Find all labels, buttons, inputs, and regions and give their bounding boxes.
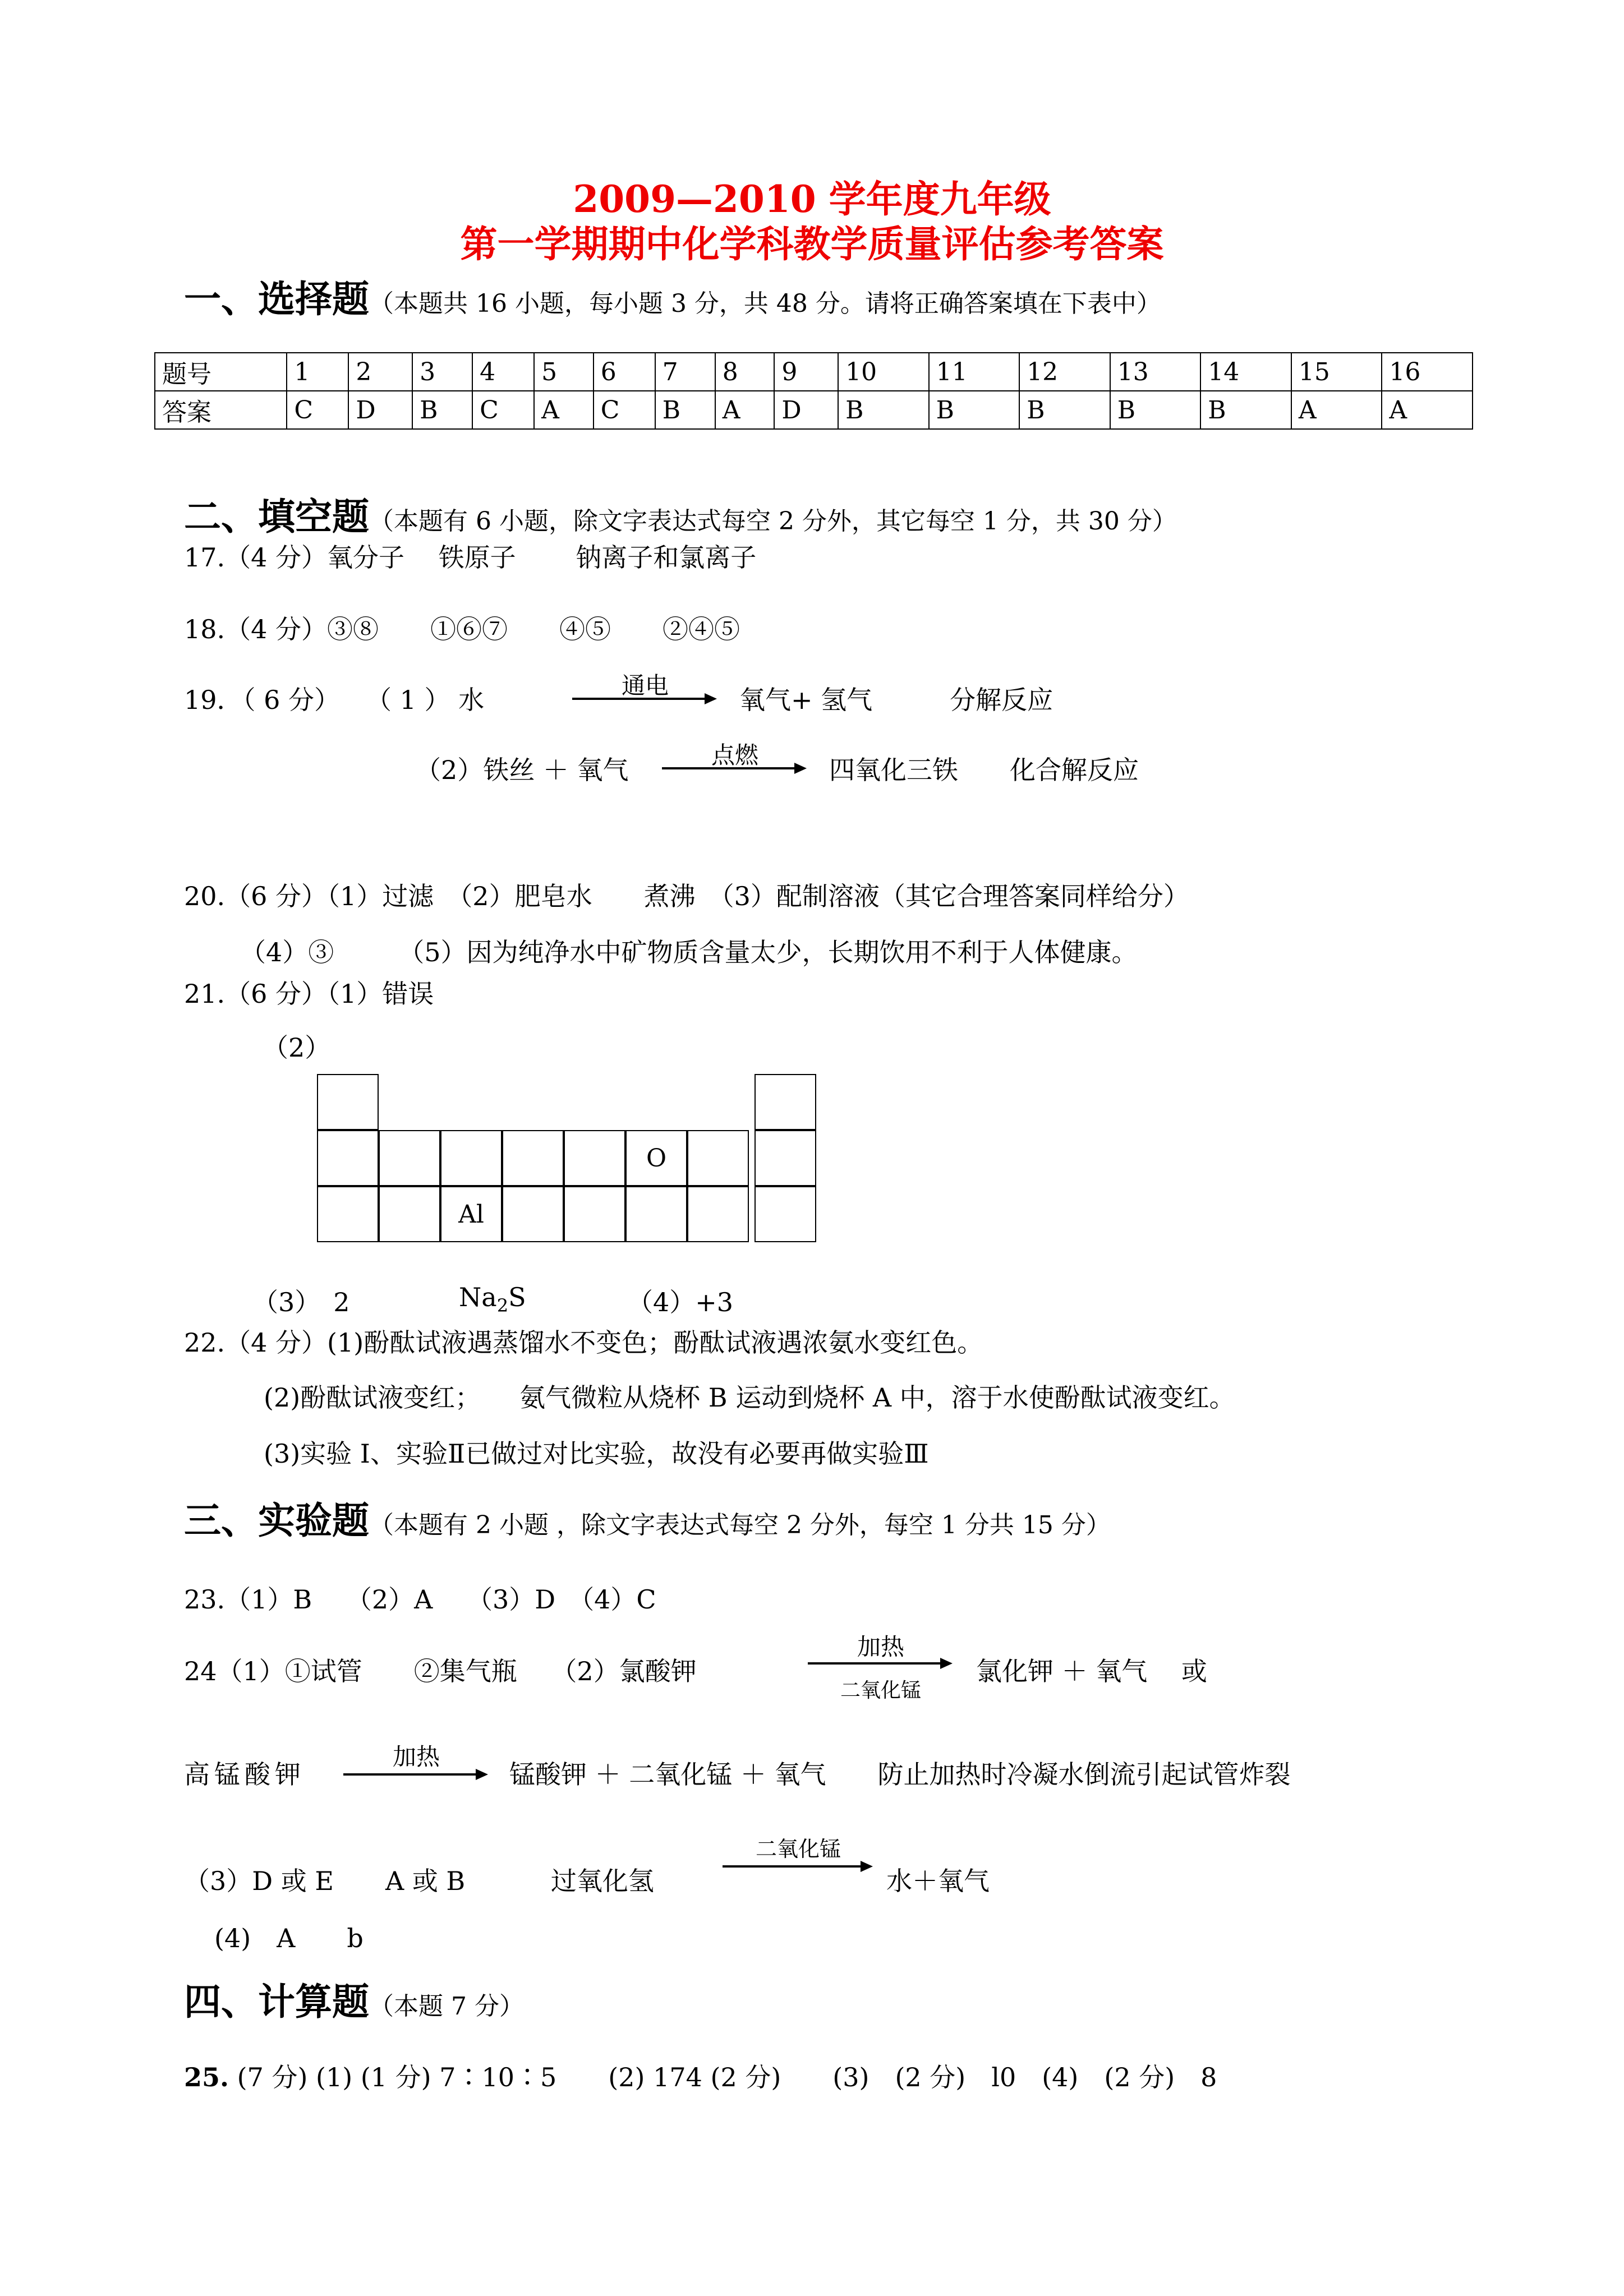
table-cell: B	[655, 391, 715, 429]
grid-cell	[755, 1186, 816, 1242]
q24-line-1-after: 氯化钾 ＋ 氧气 或	[976, 1656, 1207, 1686]
reaction-arrow	[343, 1739, 489, 1783]
section-1-heading	[184, 269, 1161, 322]
reaction-arrow	[723, 1832, 874, 1879]
q19-line-1-after: 氧气+ 氢气 分解反应	[739, 685, 1053, 715]
table-cell: B	[838, 391, 929, 429]
table-cell: 9	[774, 353, 838, 391]
arrow-label-bottom: 二氧化锰	[840, 1679, 921, 1702]
q22-line-2: (2)酚酞试液变红； 氨气微粒从烧杯 B 运动到烧杯 A 中，溶于水使酚酞试液变红。	[264, 1382, 1235, 1413]
section-note: （本题共 16 小题，每小题 3 分，共 48 分。请将正确答案填在下表中）	[369, 289, 1161, 318]
grid-cell	[755, 1074, 816, 1130]
section-3-heading	[184, 1491, 1111, 1544]
formula-base: Na	[459, 1282, 497, 1312]
reaction-arrow	[572, 667, 718, 707]
table-cell: 13	[1110, 353, 1201, 391]
arrow-label-top: 二氧化锰	[755, 1837, 841, 1861]
grid-cell	[625, 1186, 687, 1242]
grid-cell	[317, 1186, 379, 1242]
q19-line-1-prefix: 19．（ 6 分） （ 1 ） 水	[184, 685, 485, 715]
q24-line-3-after: 水＋氧气	[886, 1866, 990, 1896]
section-heading-text: 三、实验题	[184, 1499, 369, 1542]
table-cell: B	[1019, 391, 1110, 429]
grid-cell-aluminum: Al	[440, 1186, 502, 1242]
table-cell: 16	[1382, 353, 1473, 391]
table-cell: 5	[534, 353, 594, 391]
grid-cell	[564, 1130, 625, 1186]
arrow-label-top: 加热	[392, 1743, 440, 1771]
grid-cell	[379, 1186, 440, 1242]
table-cell: 4	[472, 353, 534, 391]
section-heading-text: 一、选择题	[184, 277, 369, 321]
q19-line-2-prefix: （2）铁丝 ＋ 氧气	[415, 755, 629, 785]
q24-line-2-after: 锰酸钾 ＋ 二氧化锰 ＋ 氧气 防止加热时冷凝水倒流引起试管炸裂	[509, 1759, 1291, 1790]
table-cell: D	[348, 391, 412, 429]
q21-line-3-a: （3） 2	[252, 1287, 350, 1317]
reaction-arrow	[662, 737, 808, 776]
grid-cell	[317, 1074, 379, 1130]
grid-cell	[317, 1130, 379, 1186]
table-cell: C	[472, 391, 534, 429]
table-cell: B	[929, 391, 1020, 429]
q17: 17.（4 分）氧分子 铁原子 钠离子和氯离子	[184, 542, 757, 573]
q25-text: (7 分) (1) (1 分) 7∶10∶5 (2) 174 (2 分) (3) (2 分) l0 (4) (2 分) 8	[229, 2062, 1217, 2092]
table-cell: A	[534, 391, 594, 429]
arrow-icon	[723, 1832, 874, 1879]
table-cell: 14	[1200, 353, 1291, 391]
q24-line-3-prefix: （3）D 或 E A 或 B 过氧化氢	[184, 1866, 654, 1896]
table-cell: 15	[1291, 353, 1382, 391]
table-row-answers	[155, 391, 1473, 429]
arrow-label-top: 点燃	[711, 741, 758, 769]
q18: 18.（4 分）③⑧ ①⑥⑦ ④⑤ ②④⑤	[184, 614, 740, 644]
formula-na2s	[459, 1282, 526, 1316]
formula-subscript: 2	[496, 1295, 509, 1317]
grid-cell	[379, 1130, 440, 1186]
arrow-icon	[572, 667, 718, 707]
table-cell: A	[1382, 391, 1473, 429]
table-cell: B	[1110, 391, 1201, 429]
table-cell: B	[412, 391, 472, 429]
table-cell: D	[774, 391, 838, 429]
q22-line-3: (3)实验 I、实验Ⅱ已做过对比实验，故没有必要再做实验Ⅲ	[264, 1439, 929, 1469]
grid-cell	[687, 1186, 749, 1242]
section-note: （本题 7 分）	[369, 1992, 524, 2021]
row-label: 答案	[155, 391, 287, 429]
q23: 23.（1）B （2）A （3）D （4）C	[184, 1584, 656, 1615]
q21-part-2: （2）	[263, 1032, 331, 1063]
answer-table	[154, 352, 1473, 430]
title-line-2: 第一学期期中化学科教学质量评估参考答案	[460, 222, 1164, 266]
arrow-icon	[343, 1739, 489, 1783]
title-line-1: 2009—2010 学年度九年级	[573, 177, 1051, 221]
arrow-label-top: 通电	[621, 672, 669, 699]
table-cell: 2	[348, 353, 412, 391]
table-cell: 3	[412, 353, 472, 391]
table-cell: C	[287, 391, 348, 429]
section-note: （本题有 2 小题 ，除文字表达式每空 2 分外，每空 1 分共 15 分）	[369, 1511, 1111, 1539]
table-cell: 10	[838, 353, 929, 391]
table-cell: 12	[1019, 353, 1110, 391]
table-cell: 7	[655, 353, 715, 391]
grid-cell	[502, 1130, 564, 1186]
q21-line-3-c: （4）+3	[627, 1287, 734, 1317]
q25-number: 25.	[184, 2062, 229, 2092]
table-row-numbers	[155, 353, 1473, 391]
q22-line-1: 22.（4 分）(1)酚酞试液遇蒸馏水不变色；酚酞试液遇浓氨水变红色。	[184, 1327, 983, 1358]
q24-line-1-prefix: 24（1）①试管 ②集气瓶 （2）氯酸钾	[184, 1656, 697, 1686]
section-2-heading	[184, 487, 1177, 540]
table-cell: 8	[715, 353, 775, 391]
section-note: （本题有 6 小题，除文字表达式每空 2 分外，其它每空 1 分，共 30 分）	[369, 507, 1177, 536]
arrow-label-top: 加热	[857, 1633, 904, 1661]
grid-cell	[564, 1186, 625, 1242]
q24-line-2-prefix: 高锰酸钾	[184, 1759, 305, 1790]
table-cell: 6	[594, 353, 655, 391]
grid-cell-oxygen: O	[625, 1130, 687, 1186]
table-cell: A	[1291, 391, 1382, 429]
formula-tail: S	[508, 1282, 526, 1312]
row-label: 题号	[155, 353, 287, 391]
periodic-table-grid	[317, 1074, 816, 1246]
grid-cell	[687, 1130, 749, 1186]
table-cell: B	[1200, 391, 1291, 429]
grid-cell	[502, 1186, 564, 1242]
q21-line-1: 21.（6 分）（1）错误	[184, 979, 434, 1009]
section-heading-text: 二、填空题	[184, 495, 369, 538]
q20-line-1: 20.（6 分）（1）过滤 （2）肥皂水 煮沸 （3）配制溶液（其它合理答案同样给分）	[184, 881, 1189, 911]
section-4-heading	[184, 1972, 524, 2025]
table-cell: 11	[929, 353, 1020, 391]
table-cell: C	[594, 391, 655, 429]
q19-line-2-after: 四氧化三铁 化合解反应	[829, 755, 1139, 785]
q20-line-2: （4）③ （5）因为纯净水中矿物质含量太少，长期饮用不利于人体健康。	[240, 937, 1138, 967]
table-cell: A	[715, 391, 775, 429]
section-heading-text: 四、计算题	[184, 1980, 369, 2023]
grid-cell	[755, 1130, 816, 1186]
grid-cell	[440, 1130, 502, 1186]
q24-line-4: (4) A b	[214, 1923, 364, 1953]
reaction-arrow	[808, 1629, 954, 1713]
q25	[184, 2057, 1217, 2094]
table-cell: 1	[287, 353, 348, 391]
arrow-icon	[662, 737, 808, 776]
